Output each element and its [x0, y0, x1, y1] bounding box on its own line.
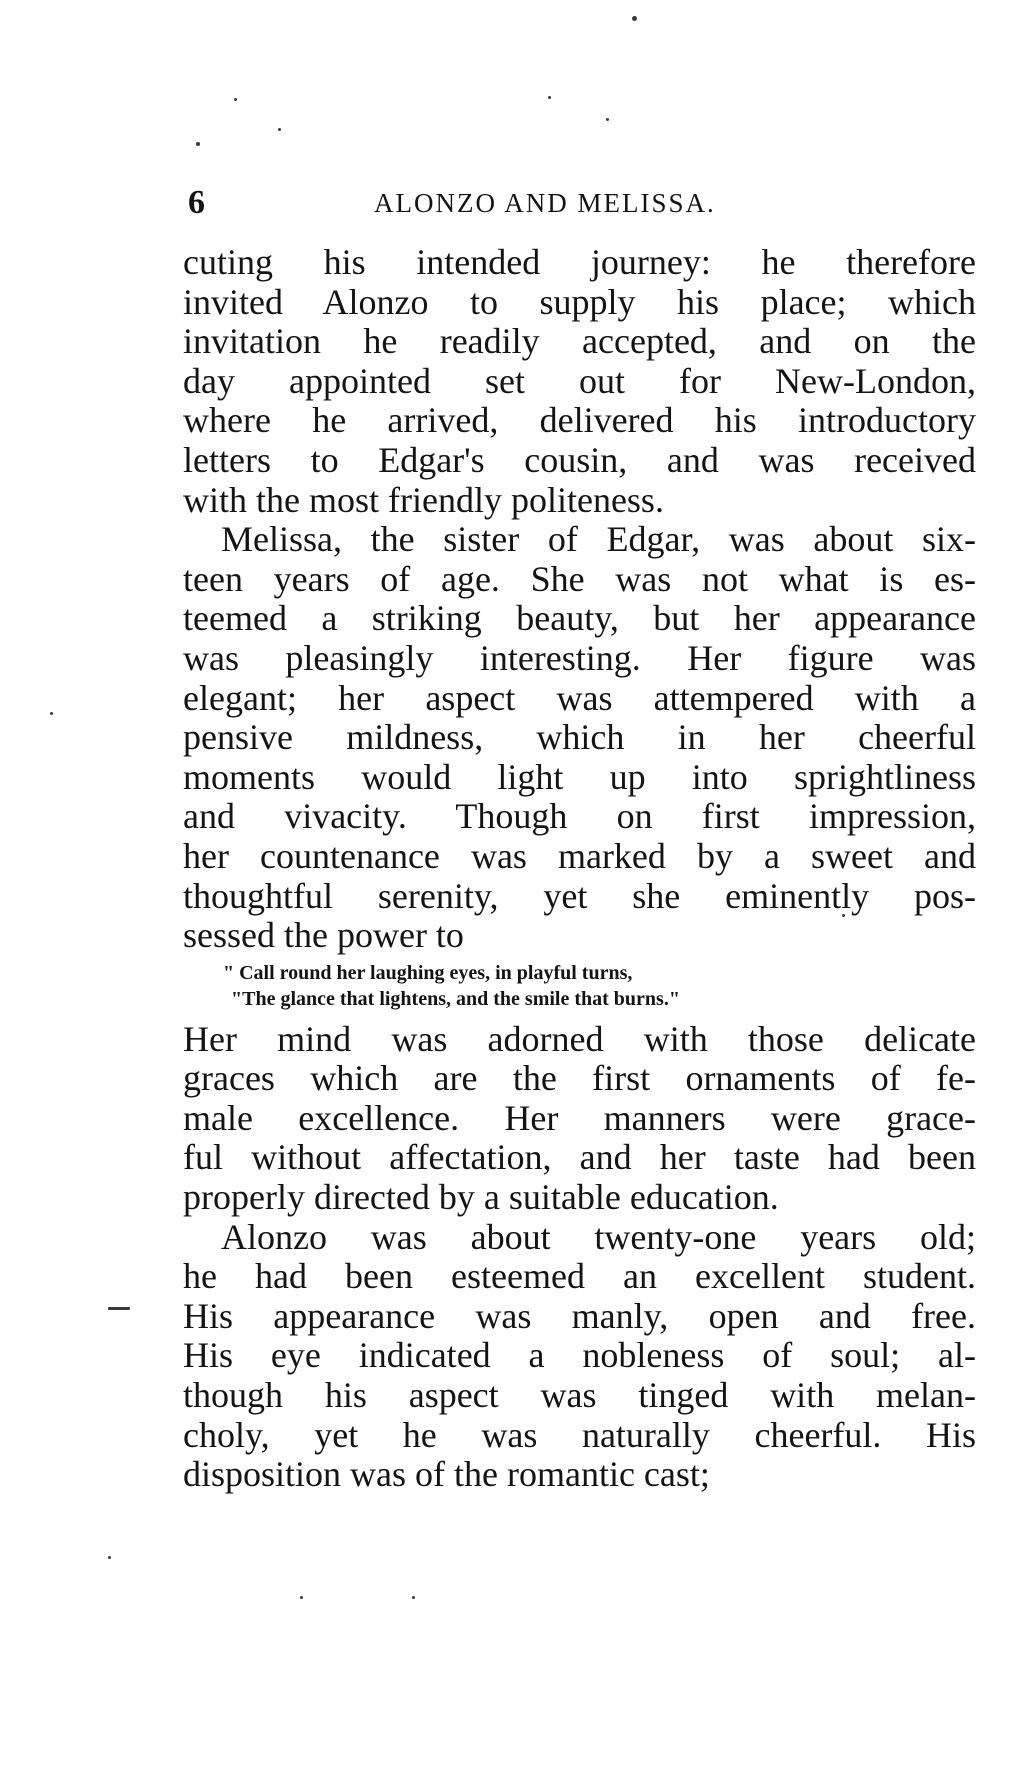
print-speck — [50, 712, 53, 715]
text-line: invitation he readily accepted, and on the — [183, 321, 976, 362]
print-speck — [300, 1596, 303, 1599]
text-line: with the most friendly politeness. — [183, 479, 664, 520]
text-line: Alonzo was about twenty-one years old; — [221, 1216, 976, 1257]
body-text — [183, 243, 976, 1495]
text-line: letters to Edgar's cousin, and was received — [183, 439, 976, 480]
paragraph — [183, 1020, 976, 1218]
text-line: Her mind was adorned with those delicate — [183, 1018, 976, 1059]
text-line: cuting his intended journey: he therefore — [183, 242, 976, 282]
text-line: he had been esteemed an excellent student. — [183, 1256, 976, 1297]
print-speck — [606, 118, 609, 121]
text-line: ful without affectation, and her taste had been — [183, 1137, 976, 1178]
text-line: was pleasingly interesting. Her figure was — [183, 637, 976, 678]
verse-quotation — [183, 960, 976, 1012]
verse-line: "The glance that lightens, and the smile that burns." — [231, 987, 680, 1010]
text-line: Melissa, the sister of Edgar, was about six- — [221, 519, 976, 560]
text-line: sessed the power to — [183, 915, 464, 956]
print-speck — [632, 16, 637, 21]
print-speck — [412, 1596, 415, 1599]
print-speck — [196, 142, 200, 146]
text-line: teemed a striking beauty, but her appearance — [183, 598, 976, 639]
text-line: His appearance was manly, open and free. — [183, 1295, 976, 1336]
text-line: and vivacity. Though on first impression, — [183, 796, 976, 837]
verse-line: " Call round her laughing eyes, in playful turns, — [223, 961, 633, 984]
print-speck — [548, 96, 551, 99]
print-speck — [234, 98, 237, 101]
text-line: though his aspect was tinged with melan- — [183, 1375, 976, 1416]
paragraph — [183, 1218, 976, 1495]
text-line: day appointed set out for New-London, — [183, 360, 976, 401]
text-line: properly directed by a suitable education. — [183, 1177, 779, 1218]
text-line: elegant; her aspect was attempered with a — [183, 677, 976, 718]
text-line: His eye indicated a nobleness of soul; al- — [183, 1335, 976, 1376]
text-line: invited Alonzo to supply his place; which — [183, 281, 976, 322]
paragraph — [183, 520, 976, 956]
print-speck — [108, 1307, 130, 1310]
text-line: teen years of age. She was not what is es- — [183, 558, 976, 599]
text-line: disposition was of the romantic cast; — [183, 1454, 710, 1495]
text-line: male excellence. Her manners were grace- — [183, 1097, 976, 1138]
text-line: thoughtful serenity, yet she eminently pos- — [183, 875, 976, 916]
running-head: ALONZO AND MELISSA. — [374, 188, 716, 218]
text-line: graces which are the first ornaments of fe- — [183, 1058, 976, 1099]
text-line: pensive mildness, which in her cheerful — [183, 717, 976, 758]
text-line: moments would light up into sprightliness — [183, 756, 976, 797]
text-line: choly, yet he was naturally cheerful. His — [183, 1414, 976, 1455]
paragraph — [183, 243, 976, 520]
text-line: her countenance was marked by a sweet and — [183, 835, 976, 876]
print-speck — [108, 1556, 111, 1559]
print-speck — [278, 128, 281, 131]
page-number: 6 — [188, 184, 205, 221]
text-line: where he arrived, delivered his introductory — [183, 400, 976, 441]
page-header — [188, 180, 978, 226]
